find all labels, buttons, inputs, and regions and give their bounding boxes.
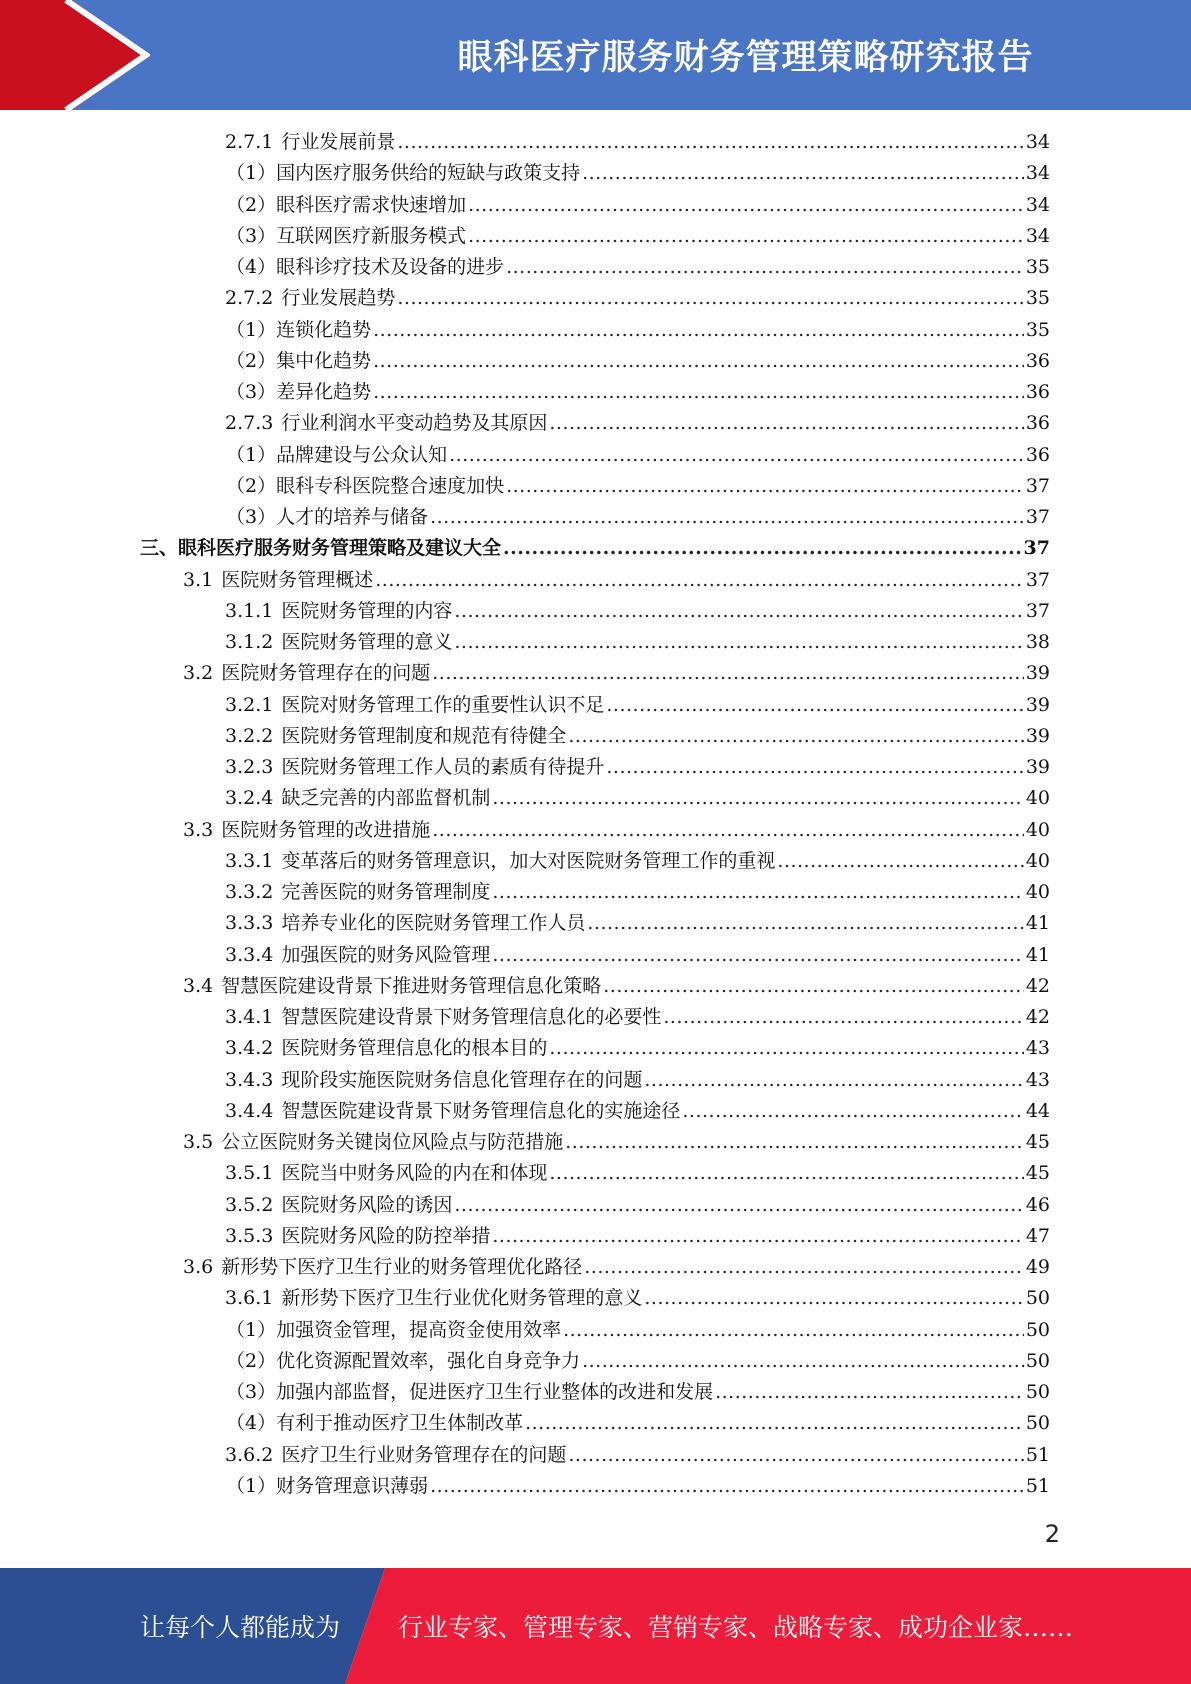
toc-dot-leader xyxy=(506,471,1024,502)
header-title: 眼科医疗服务财务管理策略研究报告 xyxy=(457,38,1034,78)
toc-entry-page: 42 xyxy=(1025,974,1050,997)
toc-entry-title: 医院财务管理的内容 xyxy=(281,599,453,622)
toc-dot-leader xyxy=(375,565,1024,596)
toc-entry-number: 3.6 xyxy=(183,1256,214,1278)
toc-entry[interactable] xyxy=(140,471,1050,502)
toc-dot-leader xyxy=(397,283,1023,314)
toc-entry[interactable] xyxy=(140,971,1050,1002)
toc-entry-number: 3.1 xyxy=(183,568,214,591)
toc-dot-leader xyxy=(525,1408,1024,1439)
toc-entry-page: 36 xyxy=(1025,443,1050,466)
toc-dot-leader xyxy=(432,658,1024,689)
toc-entry[interactable] xyxy=(140,533,1050,564)
toc-entry-number: 3.3.1 xyxy=(225,849,274,872)
toc-entry-number: 3.2.4 xyxy=(225,787,274,810)
toc-dot-leader xyxy=(397,127,1023,158)
toc-dot-leader xyxy=(644,1065,1023,1096)
toc-entry-page: 40 xyxy=(1025,787,1050,810)
toc-dot-leader xyxy=(582,158,1024,189)
toc-dot-leader xyxy=(503,533,1022,564)
toc-entry-title: 行业发展前景 xyxy=(281,131,396,153)
toc-dot-leader xyxy=(449,440,1024,471)
toc-entry[interactable] xyxy=(140,565,1050,596)
toc-entry-page: 43 xyxy=(1025,1037,1050,1060)
toc-entry[interactable] xyxy=(140,940,1050,971)
toc-entry[interactable] xyxy=(140,1221,1050,1252)
toc-entry[interactable] xyxy=(140,1158,1050,1189)
toc-entry-title: 医院财务管理信息化的根本目的 xyxy=(281,1037,548,1060)
toc-entry-page: 35 xyxy=(1025,318,1050,341)
toc-entry-number: 3.3.2 xyxy=(225,881,274,903)
toc-entry-page: 34 xyxy=(1025,193,1050,216)
toc-dot-leader xyxy=(430,502,1024,533)
toc-entry-page: 37 xyxy=(1025,568,1050,591)
toc-dot-leader xyxy=(549,408,1023,439)
toc-entry-title: （2）优化资源配置效率，强化自身竞争力 xyxy=(226,1349,581,1372)
toc-dot-leader xyxy=(492,783,1023,814)
toc-dot-leader xyxy=(568,1440,1023,1471)
toc-entry-title: （4）眼科诊疗技术及设备的进步 xyxy=(226,256,505,278)
toc-entry-title: 医院当中财务风险的内在和体现 xyxy=(281,1162,548,1185)
toc-dot-leader xyxy=(549,1033,1023,1064)
toc-entry-title: 变革落后的财务管理意识，加大对医院财务管理工作的重视 xyxy=(281,849,776,872)
toc-entry[interactable] xyxy=(140,752,1050,783)
toc-entry-page: 50 xyxy=(1025,1412,1050,1435)
page-header xyxy=(0,0,1191,110)
toc-dot-leader xyxy=(682,1096,1023,1127)
toc-entry-title: 行业利润水平变动趋势及其原因 xyxy=(281,412,548,435)
toc-entry-title: 医院财务管理的意义 xyxy=(281,631,453,653)
toc-entry-title: （2）眼科医疗需求快速增加 xyxy=(226,193,467,216)
toc-entry-title: （3）加强内部监督，促进医疗卫生行业整体的改进和发展 xyxy=(226,1381,714,1403)
toc-entry[interactable] xyxy=(140,658,1050,689)
toc-entry[interactable] xyxy=(140,283,1050,314)
toc-entry-number: 3.6.1 xyxy=(225,1287,274,1310)
toc-entry[interactable] xyxy=(140,1002,1050,1033)
toc-entry-title: （2）眼科专科医院整合速度加快 xyxy=(226,474,505,497)
toc-entry[interactable] xyxy=(140,1127,1050,1158)
toc-entry-page: 46 xyxy=(1025,1193,1050,1216)
toc-entry-title: 医院财务管理制度和规范有待健全 xyxy=(281,724,567,747)
toc-entry-title: 智慧医院建设背景下推进财务管理信息化策略 xyxy=(221,974,602,997)
toc-dot-leader xyxy=(582,1346,1024,1377)
toc-entry-number: 3.5 xyxy=(183,1131,214,1153)
toc-entry-title: 加强医院的财务风险管理 xyxy=(281,943,491,966)
toc-entry-page: 39 xyxy=(1025,756,1050,778)
toc-entry-number: 3.4.4 xyxy=(225,1099,274,1122)
toc-entry-page: 50 xyxy=(1025,1349,1050,1372)
toc-entry-number: 2.7.3 xyxy=(225,412,274,435)
toc-entry-page: 51 xyxy=(1025,1443,1050,1466)
toc-entry[interactable] xyxy=(140,1033,1050,1064)
toc-dot-leader xyxy=(565,1127,1024,1158)
toc-entry[interactable] xyxy=(140,877,1050,908)
toc-entry[interactable] xyxy=(140,1408,1050,1439)
toc-dot-leader xyxy=(492,877,1023,908)
toc-dot-leader xyxy=(454,627,1023,658)
toc-entry-page: 35 xyxy=(1025,256,1050,278)
toc-entry[interactable] xyxy=(140,815,1050,846)
toc-entry-title: （1）国内医疗服务供给的短缺与政策支持 xyxy=(226,162,581,185)
toc-entry[interactable] xyxy=(140,627,1050,658)
toc-entry-number: 3.2 xyxy=(183,662,214,685)
toc-entry-page: 37 xyxy=(1025,506,1050,528)
toc-entry-page: 34 xyxy=(1025,131,1050,153)
toc-entry-title: （1）品牌建设与公众认知 xyxy=(226,443,448,466)
toc-entry-number: 3.3.4 xyxy=(225,943,274,966)
toc-entry-page: 50 xyxy=(1025,1318,1050,1341)
toc-entry[interactable] xyxy=(140,127,1050,158)
toc-entry-title: 医院财务风险的诱因 xyxy=(281,1193,453,1216)
toc-entry[interactable] xyxy=(140,346,1050,377)
toc-entry-title: （3）人才的培养与储备 xyxy=(226,506,429,528)
toc-entry-title: 新形势下医疗卫生行业优化财务管理的意义 xyxy=(281,1287,643,1310)
toc-entry-number: 3.4.3 xyxy=(225,1068,274,1091)
toc-entry-number: 3.2.1 xyxy=(225,693,274,716)
toc-entry-title: 医院对财务管理工作的重要性认识不足 xyxy=(281,693,605,716)
toc-dot-leader xyxy=(373,315,1024,346)
toc-dot-leader xyxy=(492,940,1023,971)
toc-entry[interactable] xyxy=(140,158,1050,189)
toc-entry-title: 医院财务管理概述 xyxy=(221,568,374,591)
page-footer xyxy=(0,1568,1191,1684)
toc-dot-leader xyxy=(777,846,1023,877)
toc-entry-title: 行业发展趋势 xyxy=(281,287,396,310)
toc-entry[interactable] xyxy=(140,1440,1050,1471)
toc-entry[interactable] xyxy=(140,1283,1050,1314)
toc-entry-number: 3.1.1 xyxy=(225,599,274,622)
toc-entry-page: 47 xyxy=(1025,1224,1050,1247)
toc-entry[interactable] xyxy=(140,221,1050,252)
toc-entry-title: 医疗卫生行业财务管理存在的问题 xyxy=(281,1443,567,1466)
toc-entry-page: 41 xyxy=(1025,943,1050,966)
toc-entry-title: （4）有利于推动医疗卫生体制改革 xyxy=(226,1412,524,1435)
toc-dot-leader xyxy=(549,1158,1023,1189)
footer-slogan-left: 让每个人都能成为 xyxy=(140,1613,341,1642)
toc-entry-page: 36 xyxy=(1025,381,1050,403)
toc-entry[interactable] xyxy=(140,1096,1050,1127)
toc-dot-leader xyxy=(468,190,1024,221)
toc-entry-page: 45 xyxy=(1025,1162,1050,1185)
toc-entry-title: （3）差异化趋势 xyxy=(226,381,372,403)
toc-entry-title: 医院财务管理的改进措施 xyxy=(221,818,431,841)
toc-entry-title: 医院财务管理存在的问题 xyxy=(221,662,431,685)
toc-entry[interactable] xyxy=(140,1346,1050,1377)
toc-entry-number: 3.5.3 xyxy=(225,1224,274,1247)
toc-entry-title: 新形势下医疗卫生行业的财务管理优化路径 xyxy=(221,1256,583,1278)
toc-entry-title: 智慧医院建设背景下财务管理信息化的必要性 xyxy=(281,1006,662,1028)
toc-entry[interactable] xyxy=(140,721,1050,752)
toc-dot-leader xyxy=(468,221,1024,252)
footer-slogan-right: 行业专家、管理专家、营销专家、战略专家、成功企业家…… xyxy=(398,1613,1074,1642)
toc-dot-leader xyxy=(506,252,1024,283)
toc-entry-page: 39 xyxy=(1025,724,1050,747)
toc-dot-leader xyxy=(373,377,1024,408)
toc-entry[interactable] xyxy=(140,908,1050,939)
toc-entry-number: 3.4 xyxy=(183,974,214,997)
toc-entry-page: 42 xyxy=(1025,1006,1050,1028)
toc-entry-title: （1）连锁化趋势 xyxy=(226,318,372,341)
toc-entry-title: 缺乏完善的内部监督机制 xyxy=(281,787,491,810)
toc-dot-leader xyxy=(663,1002,1023,1033)
toc-entry-title: （1）财务管理意识薄弱 xyxy=(226,1474,429,1497)
toc-dot-leader xyxy=(430,1471,1024,1502)
toc-entry-number: 3.1.2 xyxy=(225,631,274,653)
toc-entry[interactable] xyxy=(140,408,1050,439)
toc-entry-page: 37 xyxy=(1025,599,1050,622)
toc-entry-title: 完善医院的财务管理制度 xyxy=(281,881,491,903)
toc-entry-page: 39 xyxy=(1025,662,1050,685)
toc-entry[interactable] xyxy=(140,1190,1050,1221)
toc-entry-number: 2.7.1 xyxy=(225,131,274,153)
toc-entry[interactable] xyxy=(140,596,1050,627)
toc-entry-title: 公立医院财务关键岗位风险点与防范措施 xyxy=(221,1131,564,1153)
toc-entry-page: 40 xyxy=(1025,881,1050,903)
toc-entry-title: （2）集中化趋势 xyxy=(226,349,372,372)
toc-entry-page: 37 xyxy=(1025,474,1050,497)
toc-entry-title: 培养专业化的医院财务管理工作人员 xyxy=(281,912,586,935)
toc-entry-page: 41 xyxy=(1025,912,1050,935)
toc-entry-number: 3.6.2 xyxy=(225,1443,274,1466)
toc-dot-leader xyxy=(603,971,1024,1002)
toc-entry-title: 现阶段实施医院财务信息化管理存在的问题 xyxy=(281,1068,643,1091)
toc-entry-page: 50 xyxy=(1025,1287,1050,1310)
toc-entry[interactable] xyxy=(140,252,1050,283)
toc-dot-leader xyxy=(606,690,1023,721)
toc-entry-page: 34 xyxy=(1025,162,1050,185)
toc-entry-title: 三、眼科医疗服务财务管理策略及建议大全 xyxy=(140,537,502,560)
toc-dot-leader xyxy=(584,1252,1024,1283)
toc-entry-number: 3.4.2 xyxy=(225,1037,274,1060)
header-red-chevron xyxy=(0,0,150,110)
toc-entry-page: 43 xyxy=(1025,1068,1050,1091)
toc-entry[interactable] xyxy=(140,783,1050,814)
toc-entry[interactable] xyxy=(140,1315,1050,1346)
toc-dot-leader xyxy=(563,1315,1024,1346)
toc-dot-leader xyxy=(587,908,1023,939)
toc-dot-leader xyxy=(644,1283,1023,1314)
toc-entry-number: 3.2.3 xyxy=(225,756,274,778)
toc-entry[interactable] xyxy=(140,190,1050,221)
toc-entry[interactable] xyxy=(140,315,1050,346)
toc-entry[interactable] xyxy=(140,377,1050,408)
toc-entry[interactable] xyxy=(140,1377,1050,1408)
toc-entry-title: （3）互联网医疗新服务模式 xyxy=(226,224,467,247)
toc-entry-title: 智慧医院建设背景下财务管理信息化的实施途径 xyxy=(281,1099,681,1122)
toc-entry[interactable] xyxy=(140,502,1050,533)
toc-entry[interactable] xyxy=(140,1065,1050,1096)
toc-entry-number: 3.5.1 xyxy=(225,1162,274,1185)
toc-entry-page: 36 xyxy=(1025,412,1050,435)
toc-entry[interactable] xyxy=(140,1252,1050,1283)
toc-entry[interactable] xyxy=(140,1471,1050,1502)
toc-dot-leader xyxy=(492,1221,1023,1252)
table-of-contents xyxy=(140,127,1050,1502)
page-number: 2 xyxy=(1044,1520,1060,1548)
toc-entry-page: 35 xyxy=(1025,287,1050,310)
toc-entry-page: 39 xyxy=(1025,693,1050,716)
toc-entry-page: 40 xyxy=(1025,818,1050,841)
toc-dot-leader xyxy=(606,752,1023,783)
toc-entry[interactable] xyxy=(140,440,1050,471)
toc-dot-leader xyxy=(373,346,1024,377)
toc-entry[interactable] xyxy=(140,846,1050,877)
toc-entry-number: 3.4.1 xyxy=(225,1006,274,1028)
toc-entry-number: 2.7.2 xyxy=(225,287,274,310)
toc-entry-page: 36 xyxy=(1025,349,1050,372)
toc-entry-title: （1）加强资金管理，提高资金使用效率 xyxy=(226,1318,562,1341)
toc-entry-page: 51 xyxy=(1025,1474,1050,1497)
toc-entry-number: 3.3 xyxy=(183,818,214,841)
toc-dot-leader xyxy=(454,596,1023,627)
toc-entry-number: 3.3.3 xyxy=(225,912,274,935)
toc-entry[interactable] xyxy=(140,690,1050,721)
toc-dot-leader xyxy=(715,1377,1024,1408)
toc-entry-page: 34 xyxy=(1025,224,1050,247)
toc-entry-title: 医院财务管理工作人员的素质有待提升 xyxy=(281,756,605,778)
toc-entry-number: 3.5.2 xyxy=(225,1193,274,1216)
toc-entry-title: 医院财务风险的防控举措 xyxy=(281,1224,491,1247)
toc-entry-page: 38 xyxy=(1025,631,1050,653)
toc-entry-page: 50 xyxy=(1025,1381,1050,1403)
toc-entry-page: 44 xyxy=(1025,1099,1050,1122)
toc-entry-number: 3.2.2 xyxy=(225,724,274,747)
toc-entry-page: 49 xyxy=(1025,1256,1050,1278)
toc-dot-leader xyxy=(454,1190,1023,1221)
toc-entry-page: 37 xyxy=(1023,537,1050,560)
toc-dot-leader xyxy=(568,721,1023,752)
toc-dot-leader xyxy=(432,815,1024,846)
toc-entry-page: 45 xyxy=(1025,1131,1050,1153)
toc-entry-page: 40 xyxy=(1025,849,1050,872)
